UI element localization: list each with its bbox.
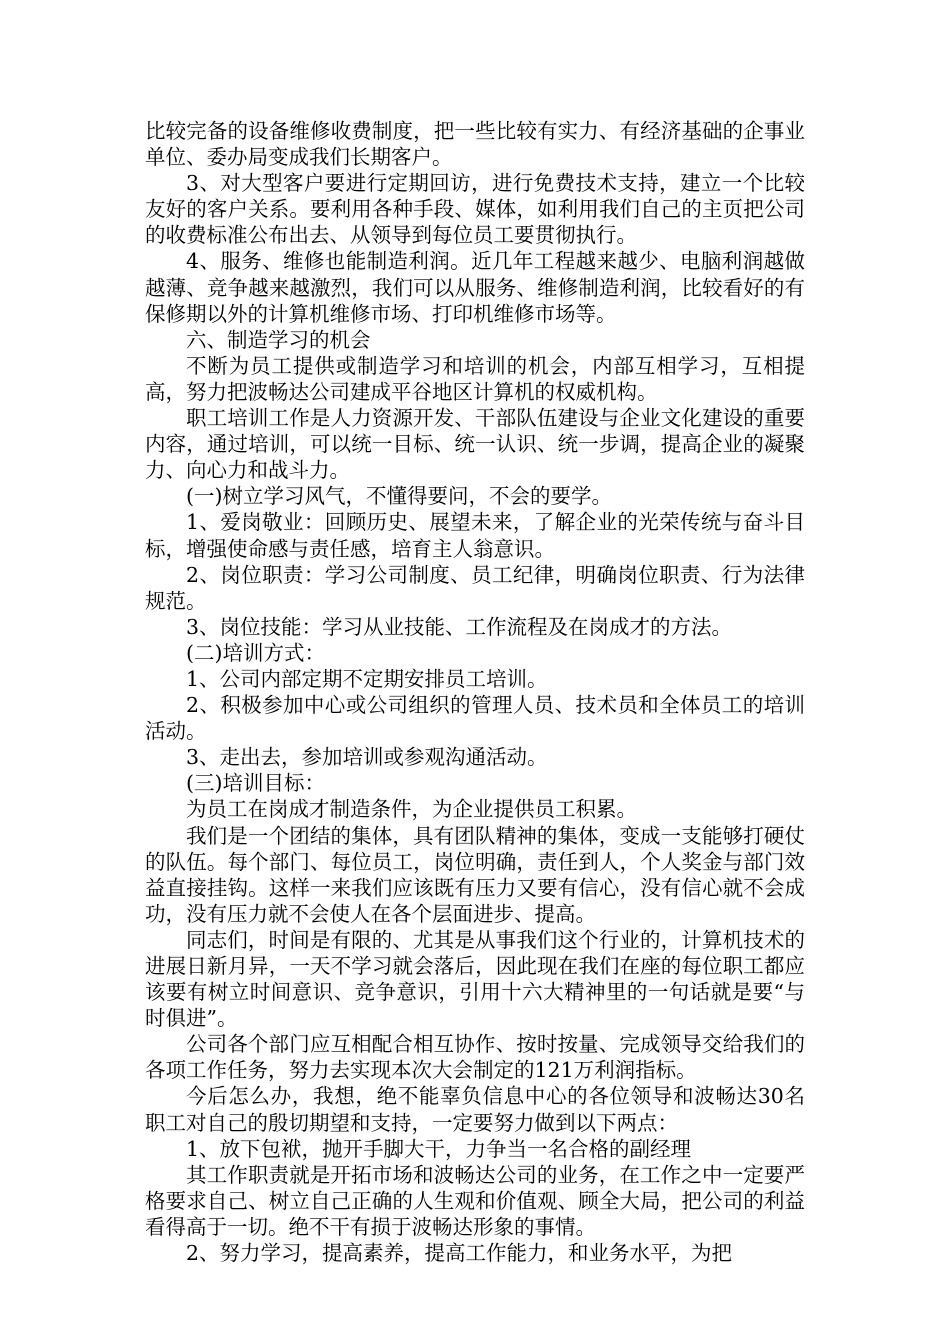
paragraph-3: 4、服务、维修也能制造利润。近几年工程越来越少、电脑利润越做越薄、竞争越来越激烈，我们可以从服务、维修制造利润，比较看好的有保修期以外的计算机维修市场、打印机维修市场等。 — [145, 249, 805, 326]
subheading-2: (二)培训方式： — [186, 640, 325, 665]
subheading-1: (一)树立学习风气，不懂得要问，不会的要学。 — [186, 484, 612, 509]
section-heading-6: 六、制造学习的机会 — [186, 327, 371, 352]
paragraph-1: 比较完备的设备维修收费制度，把一些比较有实力、有经济基础的企事业单位、委办局变成我们长期客户。 — [145, 119, 805, 170]
paragraph-12: 1、公司内部定期不定期安排员工培训。 — [186, 666, 548, 691]
paragraph-13: 2、积极参加中心或公司组织的管理人员、技术员和全体员工的培训活动。 — [145, 693, 805, 744]
paragraph-8: 1、爱岗敬业：回顾历史、展望未来，了解企业的光荣传统与奋斗目标，增强使命感与责任感，培育主人翁意识。 — [145, 510, 805, 561]
paragraph-6: 职工培训工作是人力资源开发、干部队伍建设与企业文化建设的重要内容，通过培训，可以统一目标、统一认识、统一步调，提高企业的凝聚力、向心力和战斗力。 — [145, 406, 805, 483]
paragraph-19: 公司各个部门应互相配合相互协作、按时按量、完成领导交给我们的各项工作任务，努力去实现本次大会制定的121万利润指标。 — [145, 1032, 805, 1083]
paragraph-16: 为员工在岗成才制造条件，为企业提供员工积累。 — [186, 797, 637, 822]
paragraph-18: 同志们，时间是有限的、尤其是从事我们这个行业的，计算机技术的进展日新月异，一天不学习就会落后，因此现在我们在座的每位职工都应该要有树立时间意识、竞争意识，引用十六大精神里的一句话就是要“与时俱进”。 — [145, 927, 805, 1031]
paragraph-17: 我们是一个团结的集体，具有团队精神的集体，变成一支能够打硬仗的队伍。每个部门、每位员工，岗位明确，责任到人，个人奖金与部门效益直接挂钩。这样一来我们应该既有压力又要有信心，没有信心就不会成功，没有压力就不会使人在各个层面进步、提高。 — [145, 823, 805, 926]
paragraph-14: 3、走出去，参加培训或参观沟通活动。 — [186, 745, 548, 770]
paragraph-20: 今后怎么办，我想，绝不能辜负信息中心的各位领导和波畅达30名职工对自己的殷切期望和支持，一定要努力做到以下两点： — [145, 1084, 805, 1135]
paragraph-23: 2、努力学习，提高素养，提高工作能力，和业务水平，为把 — [186, 1241, 733, 1266]
paragraph-22: 其工作职责就是开拓市场和波畅达公司的业务，在工作之中一定要严格要求自己、树立自己正确的人生观和价值观、顾全大局，把公司的利益看得高于一切。绝不干有损于波畅达形象的事情。 — [145, 1162, 805, 1239]
subheading-3: (三)培训目标： — [186, 771, 325, 796]
paragraph-2: 3、对大型客户要进行定期回访，进行免费技术支持，建立一个比较友好的客户关系。要利用各种手段、媒体，如利用我们自己的主页把公司的收费标准公布出去、从领导到每位员工要贯彻执行。 — [145, 171, 805, 248]
paragraph-21: 1、放下包袱，抛开手脚大干，力争当一名合格的副经理 — [186, 1136, 692, 1161]
paragraph-9: 2、岗位职责：学习公司制度、员工纪律，明确岗位职责、行为法律规范。 — [145, 562, 805, 613]
document-page — [145, 118, 805, 1266]
paragraph-10: 3、岗位技能：学习从业技能、工作流程及在岗成才的方法。 — [186, 614, 733, 639]
paragraph-5: 不断为员工提供或制造学习和培训的机会，内部互相学习，互相提高，努力把波畅达公司建成平谷地区计算机的权威机构。 — [145, 353, 805, 404]
